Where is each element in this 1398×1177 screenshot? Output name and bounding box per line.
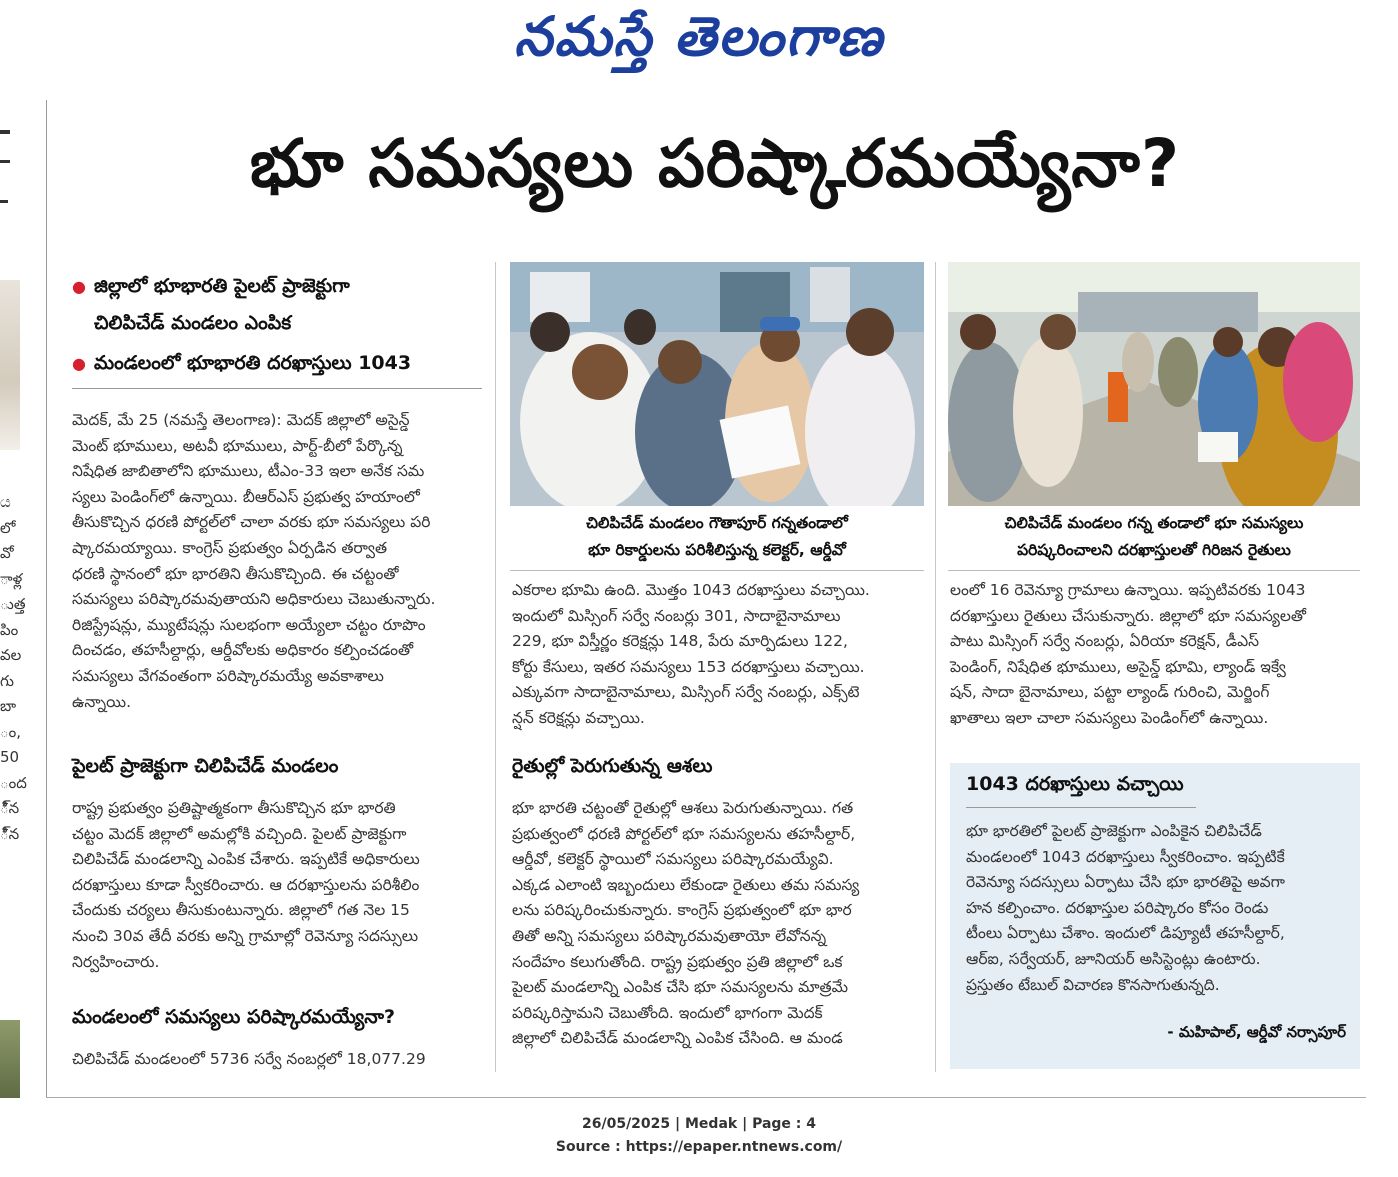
text-line: చేందుకు చర్యలు తీసుకుంటున్నారు. జిల్లాలో గత నెల 15 [72, 901, 410, 920]
text-line: చిలిపిచేడ్ మండలంలో 5736 సర్వే నంబర్లలో 18,077.29 [72, 1050, 426, 1068]
text-line: ఇందులో మిస్సింగ్ సర్వే నంబర్లు 301, సాదాబైనామాలు [512, 606, 841, 625]
highlight-bullet-continued: చిలిపిచేడ్ మండలం ఎంపిక [94, 312, 292, 334]
photo-collector-inspection [510, 262, 924, 506]
text-line: తితో అన్ని సమస్యలు పరిష్కారమవుతాయో లేవోనన్న [512, 926, 827, 945]
masthead-logo: నమస్తే తెలంగాణ [514, 4, 884, 68]
text-line: టీంలు ఏర్పాటు చేశాం. ఇందులో డిప్యూటీ తహసీల్దార్, [966, 924, 1285, 943]
article-paragraph [72, 796, 484, 975]
highlight-rule [72, 388, 482, 389]
article-paragraph [72, 1047, 484, 1073]
quote-box-title: 1043 దరఖాస్తులు వచ్చాయి [966, 773, 1184, 795]
caption-line: చిలిపిచేడ్ మండలం గన్న తండాలో భూ సమస్యలు [1004, 514, 1304, 532]
fragment-text: 50 [0, 748, 20, 766]
text-line: మండలంలో 1043 దరఖాస్తులు స్వీకరించాం. ఇప్పటికే [966, 847, 1285, 866]
text-line: దరఖాస్తులు కూడా స్వీకరించారు. ఆ దరఖాస్తులను పరిశీలిం [72, 875, 420, 894]
column-divider [46, 100, 47, 1098]
photo-tribal-farmers [948, 262, 1360, 506]
highlights [72, 268, 482, 389]
photo-tribal-farmers-image [948, 262, 1360, 506]
text-line: ఆర్డీవో, కలెక్టర్ స్థాయిలో సమస్యలు పరిష్కారమయ్యేవి. [512, 850, 834, 869]
text-line: హన కల్పించాం. దరఖాస్తుల పరిష్కారం కోసం రెండు [966, 898, 1269, 917]
fragment-text: బా [0, 697, 17, 715]
caption-rule [510, 570, 924, 571]
text-line: సమస్యలు వేగవంతంగా పరిష్కారమయ్యే అవకాశాలు [72, 666, 384, 685]
text-line: పాటు మిస్సింగ్ సర్వే నంబర్లు, ఏరియా కరెక్షన్, డీఎస్ [950, 632, 1259, 651]
text-line: ఎకరాల భూమి ఉంది. మొత్తం 1043 దరఖాస్తులు వచ్చాయి. [512, 581, 870, 599]
quote-box [950, 763, 1360, 1069]
text-line: పరిష్కరిస్తామని చెబుతోంది. ఇందులో భాగంగా మెదక్ [512, 1003, 823, 1022]
fragment-text: ి్న [0, 824, 20, 843]
article-paragraph [950, 578, 1360, 732]
quote-box-rule [966, 807, 1196, 808]
text-line: రాష్ట్ర ప్రభుత్వం ప్రతిష్టాత్మకంగా తీసుకొచ్చిన భూ భారతి [72, 799, 396, 817]
text-line: పైలట్ మండలాన్ని ఎంపిక చేసి భూ సమస్యలను మాత్రమే [512, 978, 848, 997]
fragment-text: ి్న [0, 799, 20, 817]
text-line: రెవెన్యూ సదస్సులు ఏర్పాటు చేసి భూ భారతిపై అవగా [966, 873, 1285, 892]
text-line: ధరణి స్థానంలో భూ భారతిని తీసుకొచ్చింది. ఈ చట్టంతో [72, 564, 399, 583]
subheading: రైతుల్లో పెరుగుతున్న ఆశలు [512, 755, 713, 777]
text-line: రిజిస్ట్రేషన్లు, మ్యుటేషన్లు సులభంగా అయ్యేలా చట్టం రూపొం [72, 615, 426, 634]
text-line: దరఖాస్తులు రైతులు చేసుకున్నారు. జిల్లాలో భూ సమస్యలతో [950, 606, 1306, 625]
highlight-text: జిల్లాలో భూభారతి పైలట్ ప్రాజెక్టుగా [93, 275, 350, 297]
text-line: ఆర్ఐ, సర్వేయర్, జూనియర్ అసిస్టెంట్లు ఉంటారు. [966, 949, 1261, 968]
article-paragraph [512, 796, 922, 1052]
fragment-text: ాళ్ల [0, 569, 23, 588]
article-paragraph [512, 578, 922, 732]
text-line: సమస్యలు పరిష్కారమవుతాయని అధికారులు చెబుతున్నారు. [72, 590, 436, 609]
text-line: స్యలు పెండింగ్‌లో ఉన్నాయి. బీఆర్‌ఎస్ ప్రభుత్వ హయాంలో [72, 487, 420, 506]
photo-collector-inspection-image [510, 262, 924, 506]
text-line: కోర్టు కేసులు, ఇతర సమస్యలు 153 దరఖాస్తులు వచ్చాయి. [512, 657, 865, 676]
text-line: దించడం, తహసీల్దార్లు, ఆర్డీవోలకు అధికారం కల్పించడంతో [72, 641, 414, 660]
text-line: లను పరిష్కరించుకున్నారు. కాంగ్రెస్ ప్రభుత్వంలో భూ భార [512, 901, 852, 920]
text-line: మెంట్ భూములు, అటవీ భూములు, పార్ట్-బీలో పేర్కొన్న [72, 436, 403, 455]
text-line: పెండింగ్, నిషేధిత భూములు, అసైన్డ్ భూమి, ల్యాండ్ ఇక్వే [950, 657, 1286, 676]
text-line: 229, భూ విస్తీర్ణం కరెక్షన్లు 148, పేరు మార్పిడులు 122, [512, 632, 848, 651]
text-line: షన్, సాదా బైనామాలు, పట్టా ల్యాండ్ గురించి, మెర్జింగ్ [950, 683, 1270, 702]
text-line: చిలిపిచేడ్ మండలాన్ని ఎంపిక చేశారు. ఇప్పటికే అధికారులు [72, 850, 420, 869]
left-edge-photo [0, 280, 20, 450]
fragment-text: వల [0, 646, 22, 664]
column-divider [935, 262, 936, 1072]
text-line: లంలో 16 రెవెన్యూ గ్రామాలు ఉన్నాయి. ఇప్పటివరకు 1043 [950, 581, 1306, 599]
fragment-text: ంద [0, 773, 27, 792]
quote-box-body [966, 819, 1346, 998]
text-line: తీసుకొచ్చిన ధరణి పోర్టల్‌లో చాలా వరకు భూ సమస్యలు పరి [72, 513, 431, 532]
page-bottom-rule [46, 1097, 1366, 1098]
text-line: చట్టం మెదక్ జిల్లాలో అమల్లోకి వచ్చింది. పైలట్ ప్రాజెక్టుగా [72, 824, 407, 843]
photo-caption [510, 510, 924, 564]
column-divider [495, 262, 496, 1072]
text-line: ఎక్కడ ఎలాంటి ఇబ్బందులు లేకుండా రైతులు తమ సమస్య [512, 875, 860, 894]
left-edge-fragment [0, 120, 12, 230]
text-line: ప్రస్తుతం టేబుల్ విచారణ కొనసాగుతున్నది. [966, 975, 1220, 994]
text-line: భూ భారతి చట్టంతో రైతుల్లో ఆశలు పెరుగుతున్నాయి. గత [512, 799, 854, 817]
fragment-text: ం, [0, 722, 22, 741]
text-line: ఉన్నాయి. [72, 692, 132, 711]
text-line: ఖాతాలు ఇలా చాలా సమస్యలు పెండింగ్‌లో ఉన్నాయి. [950, 708, 1269, 727]
quote-box-signature: - మహిపాల్, ఆర్డీవో నర్సాపూర్ [1167, 1023, 1346, 1041]
text-line: నిర్వహించారు. [72, 952, 160, 971]
text-line: ఎక్కువగా సాదాబైనామాలు, మిస్సింగ్ సర్వే నంబర్లు, ఎక్స్‌టె [512, 683, 860, 702]
text-line: ప్రభుత్వంలో ధరణి పోర్టల్‌లో భూ సమస్యలను తహసీల్దార్, [512, 824, 856, 843]
bullet-dot-icon: ● [72, 277, 86, 296]
fragment-text: లో [0, 518, 16, 537]
text-line: న్షన్ కరెక్షన్లు వచ్చాయి. [512, 708, 645, 727]
text-line: భూ భారతిలో పైలట్ ప్రాజెక్టుగా ఎంపికైన చిలిపిచేడ్ [966, 822, 1262, 840]
bullet-dot-icon: ● [72, 354, 86, 373]
headline: భూ సమస్యలు పరిష్కారమయ్యేనా? [249, 125, 1181, 202]
text-line: మెదక్, మే 25 (నమస్తే తెలంగాణ): మెదక్ జిల్లాలో అసైన్డ్ [72, 411, 410, 429]
photo-caption [948, 510, 1360, 564]
text-line: నిషేధిత జాబితాలోని భూములు, టీఎం-33 ఇలా అనేక సమ [72, 462, 425, 481]
highlight-bullet [72, 268, 482, 305]
text-line: సందేహం కలుగుతోంది. రాష్ట్ర ప్రభుత్వం ప్రతి జిల్లాలో ఒక [512, 952, 843, 971]
subheading: పైలట్ ప్రాజెక్టుగా చిలిపిచేడ్ మండలం [72, 755, 339, 777]
highlight-bullet [72, 345, 482, 382]
subheading: మండలంలో సమస్యలు పరిష్కారమయ్యేనా? [72, 1006, 396, 1028]
fragment-text: ය [0, 493, 11, 511]
caption-line: భూ రికార్డులను పరిశీలిస్తున్న కలెక్టర్, ఆర్డీవో [588, 541, 846, 559]
left-edge-text [0, 490, 27, 847]
highlight-text: మండలంలో భూభారతి దరఖాస్తులు 1043 [93, 352, 412, 374]
text-line: జిల్లాలో చిలిపిచేడ్ మండలాన్ని ఎంపిక చేసింది. ఆ మండ [512, 1029, 843, 1048]
article-paragraph [72, 408, 484, 715]
fragment-text: పిం [0, 620, 19, 639]
footer-source[interactable]: Source : https://epaper.ntnews.com/ [555, 1139, 843, 1155]
left-edge-photo-bottom [0, 1020, 20, 1098]
fragment-text: వో [0, 544, 14, 562]
text-line: నుంచి 30వ తేదీ వరకు అన్ని గ్రామాల్లో రెవెన్యూ సదస్సులు [72, 926, 419, 945]
caption-rule [948, 570, 1360, 571]
footer-date-page: 26/05/2025 | Medak | Page : 4 [581, 1116, 817, 1132]
fragment-text: ుత్త [0, 595, 26, 613]
caption-line: చిలిపిచేడ్ మండలం గౌతాపూర్ గన్నతండాలో [586, 514, 848, 532]
caption-line: పరిష్కరించాలని దరఖాస్తులతో గిరిజన రైతులు [1017, 541, 1291, 559]
text-line: ష్కారమయ్యాయి. కాంగ్రెస్ ప్రభుత్వం ఏర్పడిన తర్వాత [72, 538, 388, 557]
fragment-text: గు [0, 671, 14, 690]
